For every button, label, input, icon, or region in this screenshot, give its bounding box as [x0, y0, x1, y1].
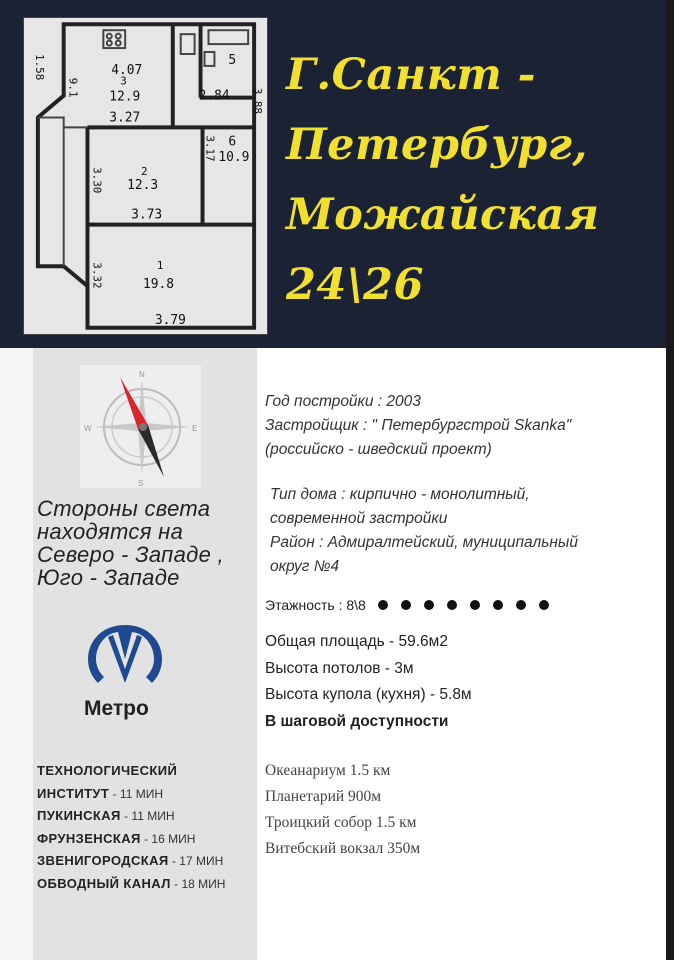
station-name: ПУКИНСКАЯ — [37, 808, 121, 823]
plan-label: 12.3 — [127, 177, 159, 193]
plan-label: 2.84 — [198, 88, 230, 104]
plan-label: 5 — [228, 52, 237, 68]
right-edge-bar — [666, 0, 674, 960]
floors-row — [265, 597, 549, 613]
floors-label: Этажность : 8\8 — [265, 597, 366, 613]
metro-logo-icon — [84, 621, 166, 687]
station-item — [37, 760, 259, 783]
plan-label: 3.79 — [154, 312, 186, 328]
district-cont: округ №4 — [270, 558, 340, 575]
address-title — [286, 40, 656, 320]
station-name: ЗВЕНИГОРОДСКАЯ — [37, 853, 169, 868]
floor-dot — [516, 600, 526, 610]
place-item: Океанариум 1.5 км — [265, 762, 391, 779]
walking-distance-title: В шаговой доступности — [265, 713, 449, 730]
sides-line: Юго - Западе — [37, 565, 180, 590]
sides-line: Стороны света — [37, 496, 211, 521]
district: Район : Адмиралтейский, муниципальный — [270, 534, 578, 551]
station-time: - 11 МИН — [109, 786, 163, 801]
plan-label: 2 — [141, 165, 148, 179]
left-margin — [0, 348, 33, 960]
ceiling-height: Высота потолов - 3м — [265, 659, 414, 677]
plan-label: 3.32 — [90, 262, 104, 289]
build-year: Год постройки : 2003 — [265, 393, 421, 410]
floor-dots — [378, 600, 549, 610]
plan-label: 1 — [156, 259, 164, 273]
plan-label: 19.8 — [143, 277, 175, 293]
address-line: Можайская — [286, 190, 600, 240]
address-line: 24\26 — [286, 260, 424, 310]
station-item — [37, 805, 259, 828]
cardinal-directions-text — [37, 497, 259, 589]
address-line: Г.Санкт - — [286, 50, 537, 100]
station-time: - 11 МИН — [120, 809, 175, 823]
plan-label: 3.73 — [131, 207, 163, 223]
plan-label: 1.58 — [32, 54, 46, 81]
compass-w: W — [84, 424, 92, 433]
plan-label: 9.1 — [66, 77, 80, 98]
nearby-places-list — [265, 758, 420, 862]
metro-stations-list — [37, 760, 259, 895]
plan-label: 3 — [120, 74, 127, 88]
floor-plan — [23, 17, 268, 335]
dome-height: Высота купола (кухня) - 5.8м — [265, 686, 472, 703]
place-item: Планетарий 900м — [265, 788, 382, 805]
station-name: ОБВОДНЫЙ КАНАЛ — [37, 875, 171, 891]
compass-icon — [80, 365, 201, 488]
station-item — [37, 783, 259, 806]
metro-label: Метро — [84, 697, 149, 720]
station-name: ФРУНЗЕНСКАЯ — [37, 830, 141, 846]
station-item — [37, 873, 259, 896]
place-item: Троицкий собор 1.5 км — [265, 814, 417, 831]
sides-line: находятся на — [37, 519, 184, 544]
address-line: Петербург, — [286, 120, 588, 170]
station-name: ТЕХНОЛОГИЧЕСКИЙ — [37, 763, 178, 778]
developer: Застройщик : " Петербургстрой Skanka" — [265, 417, 572, 434]
floor-dot — [493, 600, 503, 610]
house-type: Тип дома : кирпично - монолитный, — [270, 486, 530, 503]
compass-rose — [80, 365, 201, 488]
floor-dot — [470, 600, 480, 610]
plan-label: 12.9 — [109, 89, 141, 105]
floor-dot — [401, 600, 411, 610]
house-info — [270, 483, 578, 579]
specs-list — [265, 629, 472, 709]
plan-label: 3.27 — [109, 110, 141, 126]
plan-label: 3.88 — [251, 87, 265, 114]
compass-s: S — [138, 479, 144, 488]
project-note: (российско - шведский проект) — [265, 441, 492, 458]
sides-line: Северо - Западе , — [37, 542, 224, 567]
total-area: Общая площадь - 59.6м2 — [265, 633, 448, 650]
place-item: Витебский вокзал 350м — [265, 840, 421, 857]
floor-dot — [447, 600, 457, 610]
station-time: - 18 МИН — [170, 876, 226, 891]
station-time: - 17 МИН — [168, 854, 224, 868]
station-item — [37, 850, 259, 873]
floor-dot — [378, 600, 388, 610]
plan-label: 4.07 — [111, 62, 143, 78]
plan-label: 6 — [228, 134, 237, 150]
plan-label: 3.30 — [90, 167, 104, 194]
plan-label: 10.9 — [218, 150, 250, 166]
floor-plan-drawing — [24, 18, 267, 334]
compass-e: E — [192, 424, 198, 433]
compass-n: N — [139, 370, 145, 379]
station-time: - 16 МИН — [140, 831, 196, 846]
house-type-cont: современной застройки — [270, 510, 448, 527]
plan-label: 3.17 — [203, 135, 217, 162]
station-item — [37, 828, 259, 851]
building-info — [265, 390, 571, 462]
station-name: ИНСТИТУТ — [37, 785, 110, 801]
floor-dot — [424, 600, 434, 610]
floor-dot — [539, 600, 549, 610]
